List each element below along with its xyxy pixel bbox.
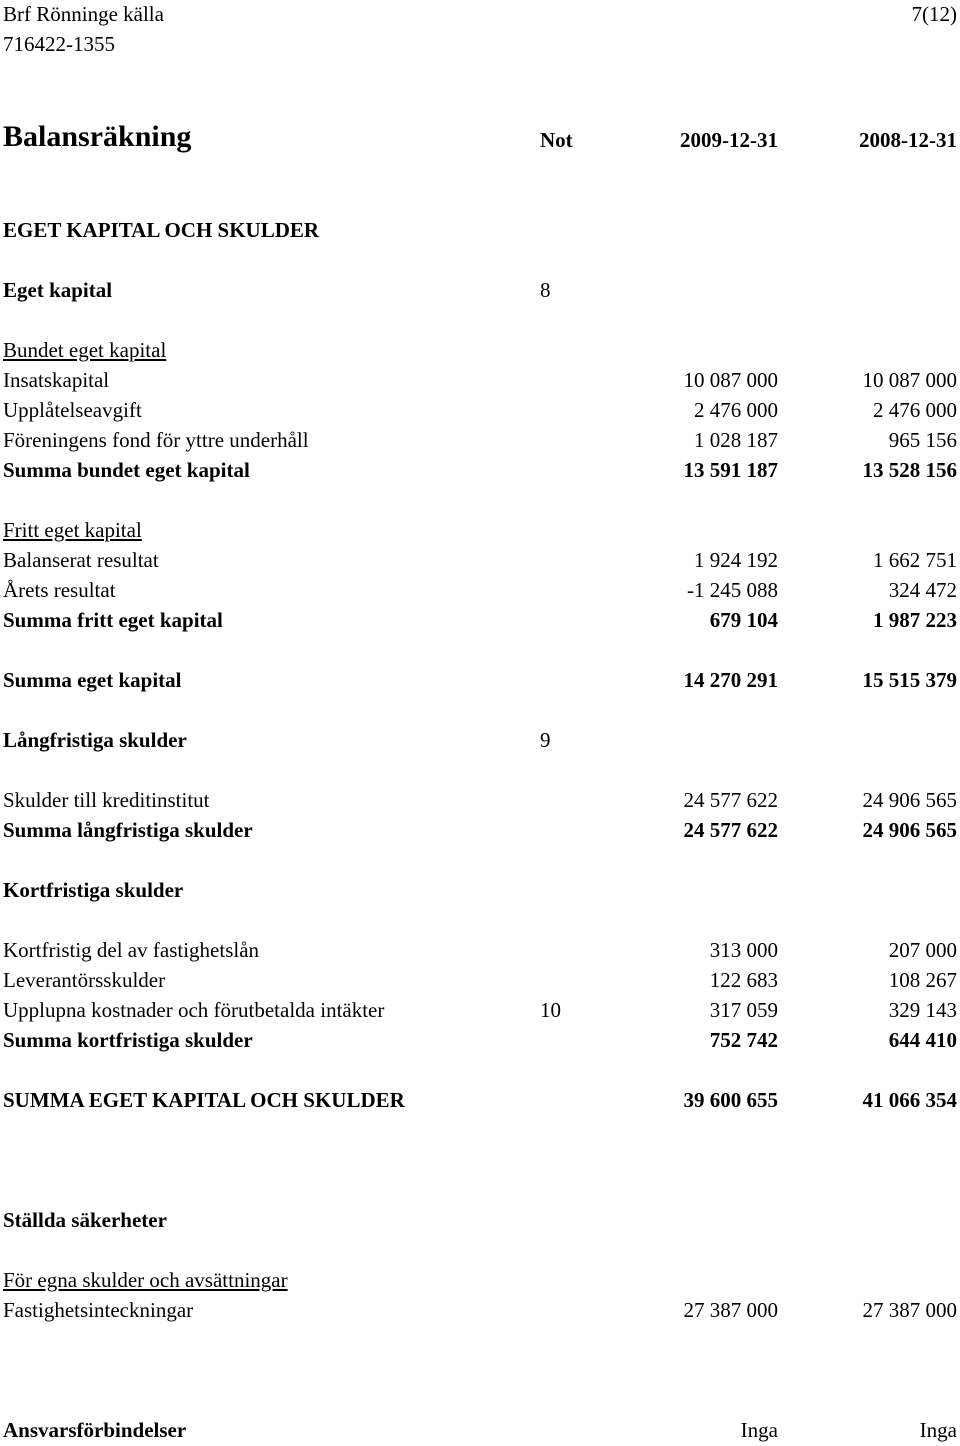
row-summa-langfristiga [0,816,960,844]
row-section-langfristiga [0,726,960,754]
row-value-2008: 13 528 156 [862,458,957,482]
row-label: Summa fritt eget kapital [3,608,223,632]
row-value-2009: 1 028 187 [694,428,778,452]
row-value-2008: 10 087 000 [862,368,957,392]
row-fastighetsinteckningar [0,1296,960,1324]
row-note: 8 [540,278,551,302]
row-insatskapital [0,366,960,394]
row-label: Summa eget kapital [3,668,182,692]
row-label: Långfristiga skulder [3,728,187,752]
row-value-2009: 13 591 187 [683,458,778,482]
row-value-2008: 1 987 223 [873,608,957,632]
row-label: Skulder till kreditinstitut [3,788,210,812]
row-value-2009: 313 000 [709,938,778,962]
row-label: Eget kapital [3,278,113,302]
row-label: SUMMA EGET KAPITAL OCH SKULDER [3,1088,405,1112]
row-note: 9 [540,728,551,752]
row-value-2008: 108 267 [888,968,957,992]
row-subhead-bundet [0,336,960,364]
row-value-2009: 317 059 [709,998,778,1022]
row-summa-bundet [0,456,960,484]
row-value-2009: Inga [740,1418,778,1442]
row-foreningens-fond [0,426,960,454]
row-subhead-for-egna-skulder [0,1266,960,1294]
row-skulder-kreditinstitut [0,786,960,814]
row-value-2008: 644 410 [888,1028,957,1052]
row-section-eget-kapital-och-skulder [0,216,960,244]
row-label: Föreningens fond för yttre underhåll [3,428,309,452]
row-section-kortfristiga [0,876,960,904]
row-label: Balanserat resultat [3,548,159,572]
row-value-2009: 752 742 [709,1028,778,1052]
row-value-2008: Inga [919,1418,957,1442]
row-value-2009: 24 577 622 [683,818,778,842]
row-value-2009: -1 245 088 [687,578,778,602]
row-label: Kortfristig del av fastighetslån [3,938,260,962]
row-label: Bundet eget kapital [3,338,167,362]
row-label: Summa bundet eget kapital [3,458,250,482]
row-subhead-fritt [0,516,960,544]
row-arets-resultat [0,576,960,604]
row-value-2008: 329 143 [888,998,957,1022]
column-header-2008: 2008-12-31 [859,128,957,152]
row-label: Fastighetsinteckningar [3,1298,194,1322]
row-leverantorsskulder [0,966,960,994]
row-value-2008: 24 906 565 [862,788,957,812]
row-summa-fritt [0,606,960,634]
row-value-2009: 27 387 000 [683,1298,778,1322]
row-balanserat-resultat [0,546,960,574]
row-label: EGET KAPITAL OCH SKULDER [3,218,320,242]
row-label: Kortfristiga skulder [3,878,184,902]
row-upplatelseavgift [0,396,960,424]
row-summa-kortfristiga [0,1026,960,1054]
row-value-2009: 10 087 000 [683,368,778,392]
row-label: För egna skulder och avsättningar [3,1268,288,1292]
row-value-2008: 324 472 [888,578,957,602]
row-value-2008: 965 156 [888,428,957,452]
page-number: 7(12) [911,2,957,26]
row-label: Summa långfristiga skulder [3,818,253,842]
row-summa-eget-kapital-och-skulder [0,1086,960,1114]
page-title: Balansräkning [3,120,192,153]
row-value-2008: 2 476 000 [873,398,957,422]
column-header-2009: 2009-12-31 [680,128,778,152]
row-label: Summa kortfristiga skulder [3,1028,253,1052]
row-summa-eget-kapital [0,666,960,694]
row-label: Ställda säkerheter [3,1208,167,1232]
org-name: Brf Rönninge källa [3,2,164,26]
row-label: Leverantörsskulder [3,968,166,992]
row-value-2009: 679 104 [709,608,778,632]
row-label: Ansvarsförbindelser [3,1418,187,1442]
row-value-2009: 24 577 622 [683,788,778,812]
row-label: Insatskapital [3,368,110,392]
row-section-eget-kapital [0,276,960,304]
row-label: Upplåtelseavgift [3,398,142,422]
row-label: Fritt eget kapital [3,518,142,542]
row-ansvarsforbindelser [0,1416,960,1444]
row-value-2008: 1 662 751 [873,548,957,572]
row-value-2008: 15 515 379 [862,668,957,692]
column-header-note: Not [540,128,573,152]
row-section-stallda-sakerheter [0,1206,960,1234]
row-value-2008: 41 066 354 [862,1088,957,1112]
row-value-2009: 122 683 [709,968,778,992]
row-kortfristig-del [0,936,960,964]
row-value-2008: 27 387 000 [862,1298,957,1322]
row-value-2009: 1 924 192 [694,548,778,572]
row-label: Årets resultat [3,578,116,602]
org-number: 716422-1355 [3,32,115,56]
row-label: Upplupna kostnader och förutbetalda intäkter [3,998,385,1022]
row-value-2009: 14 270 291 [683,668,778,692]
row-value-2009: 39 600 655 [683,1088,778,1112]
row-upplupna-kostnader [0,996,960,1024]
row-value-2008: 207 000 [888,938,957,962]
row-value-2008: 24 906 565 [862,818,957,842]
row-note: 10 [540,998,561,1022]
row-value-2009: 2 476 000 [694,398,778,422]
